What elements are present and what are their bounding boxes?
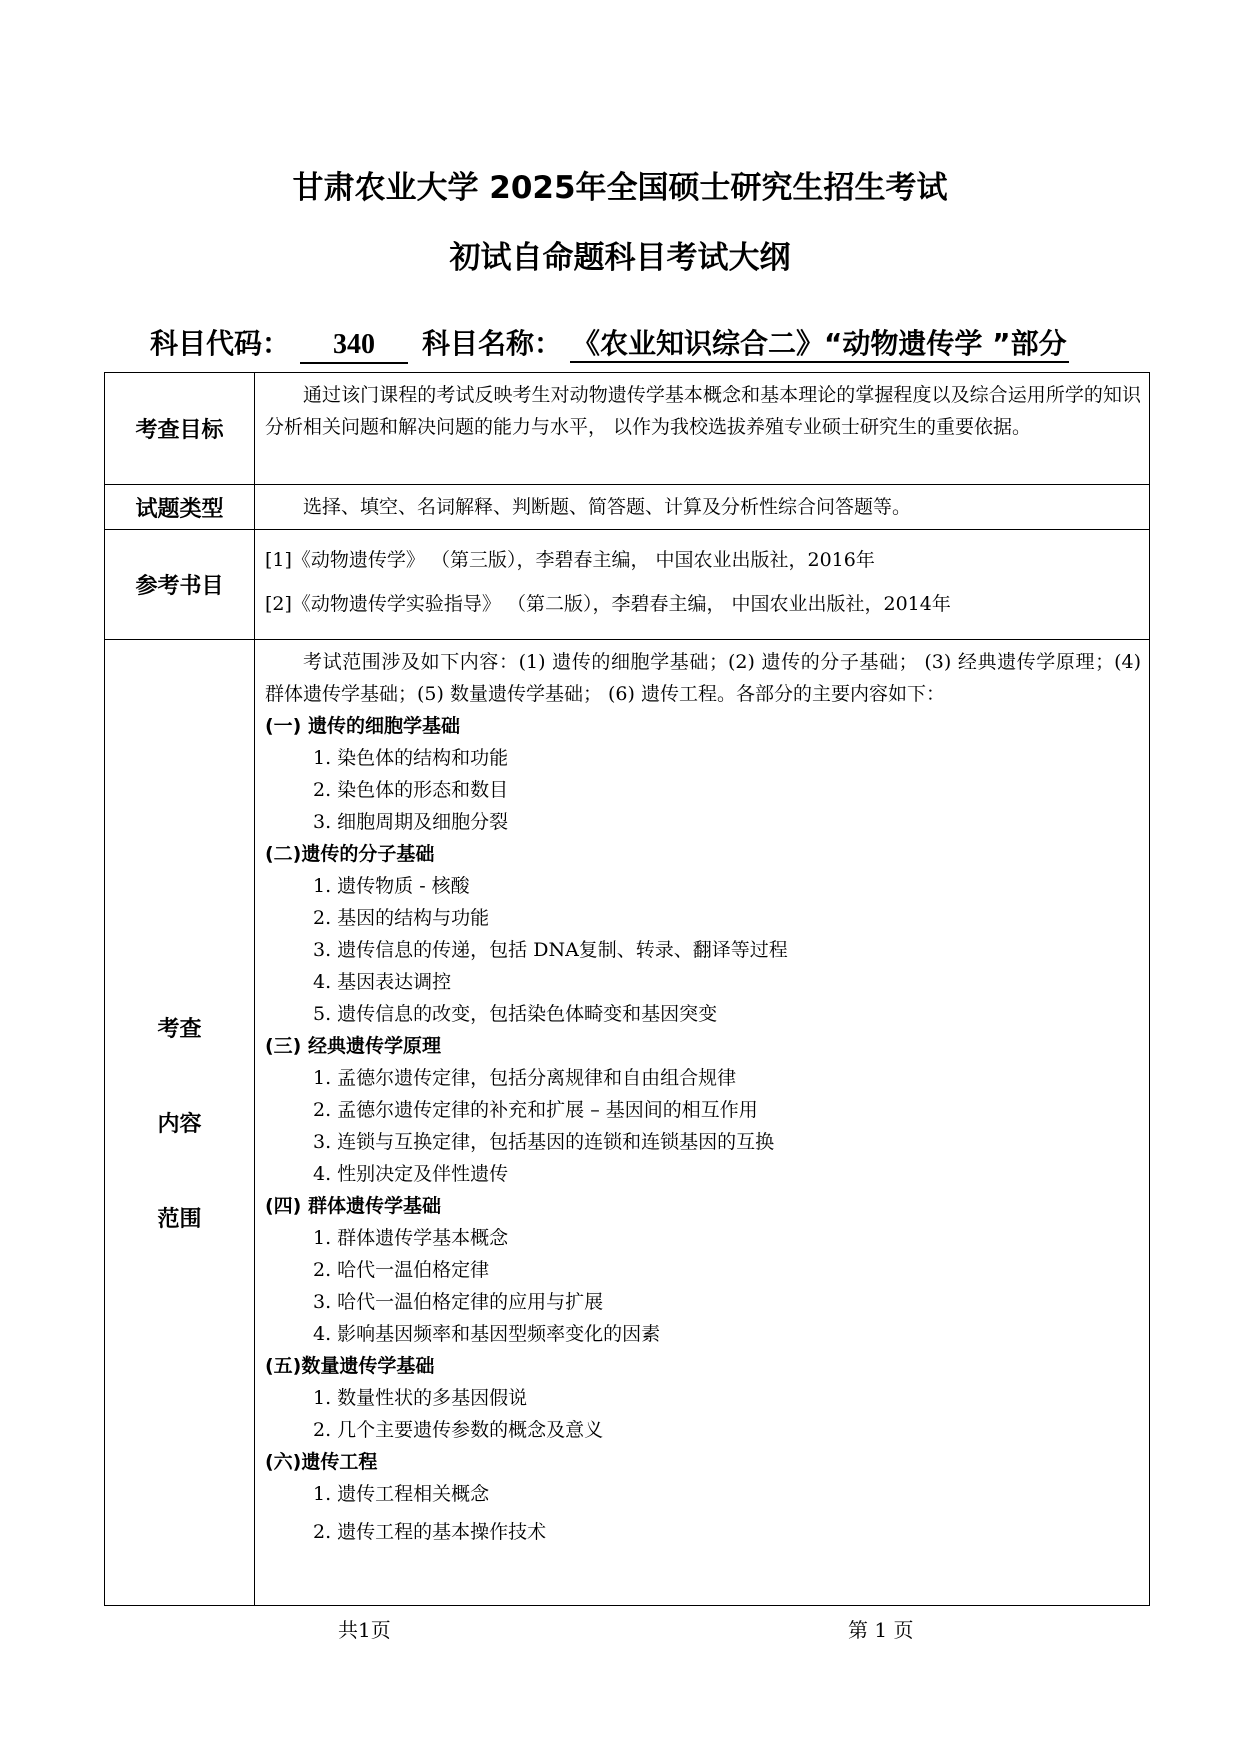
list-item: 2. 几个主要遗传参数的概念及意义 bbox=[313, 1419, 604, 1441]
list-item: 4. 影响基因频率和基因型频率变化的因素 bbox=[313, 1323, 661, 1345]
list-item: 1. 遗传工程相关概念 bbox=[313, 1483, 490, 1505]
list-item: 1. 数量性状的多基因假说 bbox=[313, 1387, 528, 1409]
section-title: (五)数量遗传学基础 bbox=[265, 1355, 435, 1377]
list-item: 1. 孟德尔遗传定律，包括分离规律和自由组合规律 bbox=[313, 1067, 737, 1089]
list-item: 4. 基因表达调控 bbox=[313, 971, 452, 993]
document-subtitle: 初试自命题科目考试大纲 bbox=[449, 240, 791, 276]
section-title: (二)遗传的分子基础 bbox=[265, 843, 435, 865]
range-label bbox=[105, 640, 255, 1606]
syllabus-table bbox=[104, 372, 1150, 1606]
book-1: [1]《动物遗传学》 （第三版），李碧春主编， 中国农业出版社，2016年 bbox=[265, 549, 875, 571]
types-text: 选择、填空、名词解释、判断题、简答题、计算及分析性综合问答题等。 bbox=[303, 496, 912, 518]
range-row bbox=[105, 640, 1150, 1606]
footer-page-number: 第 1 页 bbox=[848, 1618, 914, 1642]
footer-total-pages: 共1页 bbox=[338, 1618, 391, 1642]
goal-text: 通过该门课程的考试反映考生对动物遗传学基本概念和基本理论的掌握程度以及综合运用所学的知识分析相关问题和解决问题的能力与水平， 以作为我校选拔养殖专业硕士研究生的重要依据。 bbox=[265, 384, 1141, 438]
section-title: (一) 遗传的细胞学基础 bbox=[265, 715, 460, 737]
types-row bbox=[105, 485, 1150, 530]
range-label-line-1: 考查 bbox=[157, 1017, 202, 1042]
section-title: (四) 群体遗传学基础 bbox=[265, 1195, 441, 1217]
list-item: 1. 群体遗传学基本概念 bbox=[313, 1227, 509, 1249]
range-label-line-3: 范围 bbox=[157, 1207, 202, 1232]
books-label: 参考书目 bbox=[105, 530, 255, 640]
goal-label: 考查目标 bbox=[105, 373, 255, 485]
list-item: 2. 基因的结构与功能 bbox=[313, 907, 490, 929]
book-2: [2]《动物遗传学实验指导》 （第二版），李碧春主编， 中国农业出版社，2014年 bbox=[265, 593, 951, 615]
list-item: 4. 性别决定及伴性遗传 bbox=[313, 1163, 509, 1185]
subject-name-label: 科目名称： bbox=[422, 327, 563, 360]
subject-code: 340 bbox=[300, 328, 408, 364]
list-item: 2. 遗传工程的基本操作技术 bbox=[313, 1521, 547, 1543]
document-title: 甘肃农业大学 2025年全国硕士研究生招生考试 bbox=[292, 170, 948, 206]
list-item: 1. 染色体的结构和功能 bbox=[313, 747, 509, 769]
range-label-line-2: 内容 bbox=[157, 1112, 202, 1137]
list-item: 1. 遗传物质 - 核酸 bbox=[313, 875, 470, 897]
list-item: 3. 细胞周期及细胞分裂 bbox=[313, 811, 509, 833]
range-cell bbox=[255, 640, 1150, 1606]
section-title: (三) 经典遗传学原理 bbox=[265, 1035, 441, 1057]
section-title: (六)遗传工程 bbox=[265, 1451, 378, 1473]
types-label: 试题类型 bbox=[105, 485, 255, 530]
list-item: 3. 遗传信息的传递，包括 DNA复制、转录、翻译等过程 bbox=[313, 939, 788, 961]
list-item: 3. 连锁与互换定律，包括基因的连锁和连锁基因的互换 bbox=[313, 1131, 775, 1153]
subject-code-label: 科目代码： bbox=[150, 327, 291, 360]
list-item: 5. 遗传信息的改变，包括染色体畸变和基因突变 bbox=[313, 1003, 718, 1025]
subject-name: 《农业知识综合二》“动物遗传学 ”部分 bbox=[570, 327, 1069, 363]
subject-line bbox=[150, 322, 1069, 364]
list-item: 3. 哈代一温伯格定律的应用与扩展 bbox=[313, 1291, 604, 1313]
list-item: 2. 孟德尔遗传定律的补充和扩展 – 基因间的相互作用 bbox=[313, 1099, 758, 1121]
list-item: 2. 哈代一温伯格定律 bbox=[313, 1259, 490, 1281]
books-cell bbox=[255, 530, 1150, 640]
list-item: 2. 染色体的形态和数目 bbox=[313, 779, 509, 801]
goal-row bbox=[105, 373, 1150, 485]
goal-cell bbox=[255, 373, 1150, 485]
books-row bbox=[105, 530, 1150, 640]
types-cell bbox=[255, 485, 1150, 530]
range-intro: 考试范围涉及如下内容：(1) 遗传的细胞学基础；(2) 遗传的分子基础； (3) 经典遗传学原理；(4) 群体遗传学基础；(5) 数量遗传学基础； (6) 遗传工程。各部分的主要内容如下： bbox=[265, 651, 1141, 705]
